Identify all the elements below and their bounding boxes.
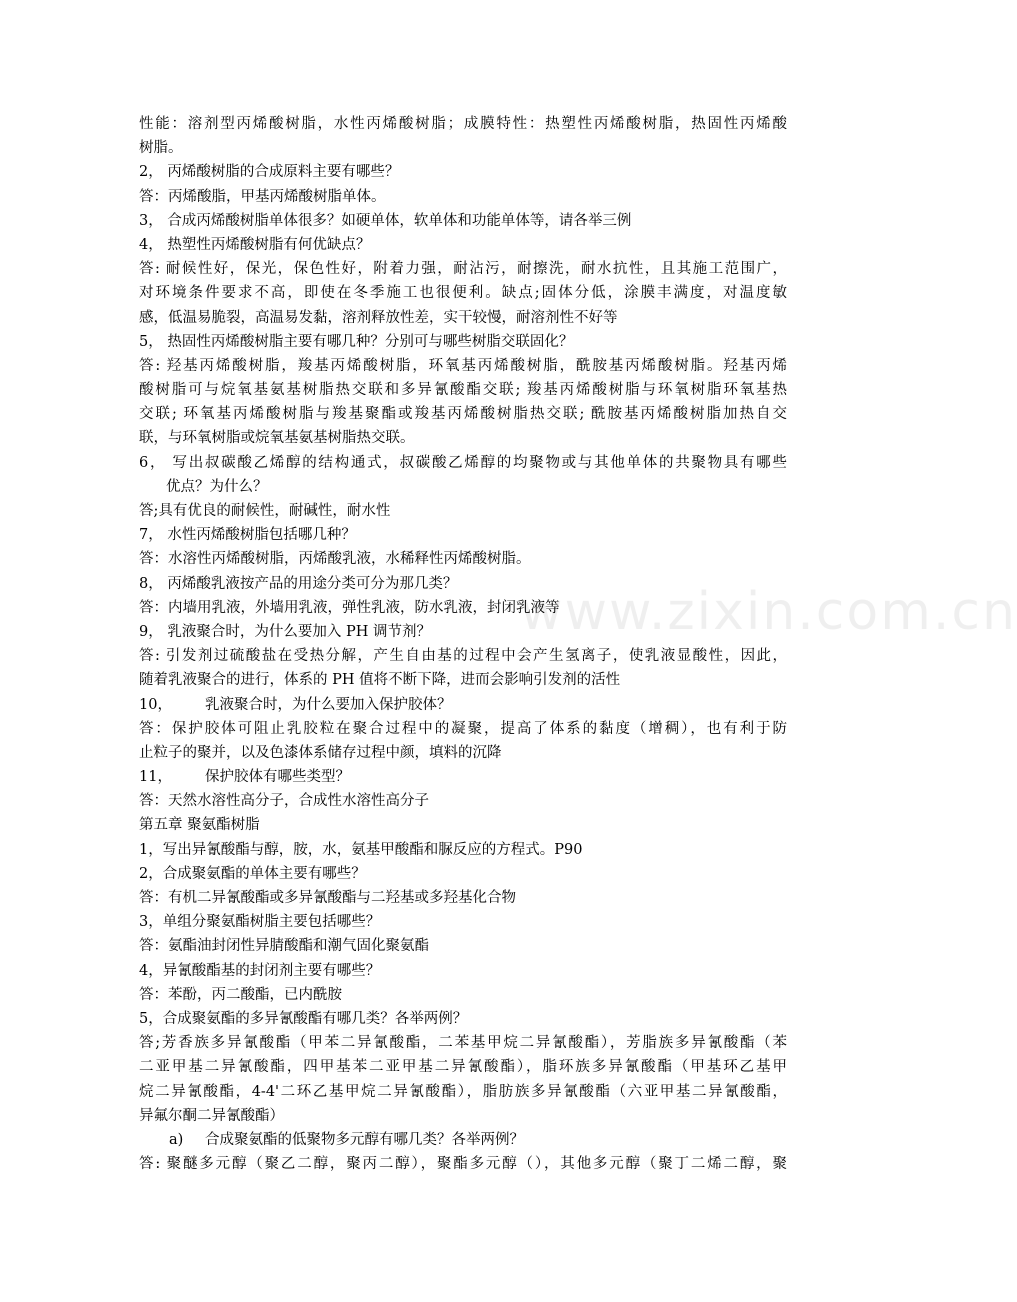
item-number: 11，: [139, 769, 172, 786]
text-line: [139, 475, 787, 499]
text-line: [139, 1031, 787, 1055]
line-text: 7， 水性丙烯酸树脂包括哪几种？: [139, 527, 356, 544]
line-text: 联，与环氧树脂或烷氧基氨基树脂热交联。: [139, 430, 415, 447]
text-line: [139, 717, 787, 741]
text-line: [139, 257, 787, 281]
line-text: 树脂。: [139, 140, 183, 157]
text-line: [139, 572, 787, 596]
line-text: 随着乳液聚合的进行，体系的 PH 值将不断下降，进而会影响引发剂的活性: [139, 672, 621, 689]
text-line: [139, 644, 787, 668]
line-text: 答：丙烯酸脂，甲基丙烯酸树脂单体。: [139, 188, 386, 205]
text-line: [139, 209, 787, 233]
text-line: [139, 402, 787, 426]
text-line: [139, 136, 787, 160]
line-text: 二亚甲基二异氰酸酯，四甲基苯二亚甲基二异氰酸酯），脂环族多异氰酸酯（甲基环乙基甲: [139, 1059, 787, 1076]
text-line: [139, 813, 787, 837]
line-text: 3，单组分聚氨酯树脂主要包括哪些？: [139, 914, 381, 931]
line-text: 烷二异氰酸酯，4-4'二环乙基甲烷二异氰酸酯），脂肪族多异氰酸酯（六亚甲基二异氰酸酯，: [139, 1083, 787, 1100]
text-line: [139, 693, 787, 717]
line-text: 优点？为什么？: [166, 478, 268, 495]
item-number: 10，: [139, 696, 172, 713]
text-line: [139, 886, 787, 910]
text-line: [139, 499, 787, 523]
line-text: 答：氨酯油封闭性异腈酸酯和潮气固化聚氨酯: [139, 938, 429, 955]
text-line: [139, 1055, 787, 1079]
line-text: 止粒子的聚并，以及色漆体系储存过程中颜，填料的沉降: [139, 744, 502, 761]
text-line: [139, 838, 787, 862]
text-line: [139, 281, 787, 305]
text-line: [139, 451, 787, 475]
line-text: 合成聚氨酯的低聚物多元醇有哪几类？各举两例？: [205, 1131, 524, 1148]
line-text: 答;芳香族多异氰酸酯（甲苯二异氰酸酯，二苯基甲烷二异氰酸酯），芳脂族多异氰酸酯（苯: [139, 1035, 787, 1052]
text-line: [139, 523, 787, 547]
list-marker: a): [169, 1131, 184, 1148]
line-text: 1，写出异氰酸酯与醇，胺，水，氨基甲酸酯和脲反应的方程式。P90: [139, 841, 583, 858]
line-text: 4， 热塑性丙烯酸树脂有何优缺点？: [139, 236, 371, 253]
line-text: 答：内墙用乳液，外墙用乳液，弹性乳液，防水乳液，封闭乳液等: [139, 599, 560, 616]
line-text: 答：有机二异氰酸酯或多异氰酸酯与二羟基或多羟基化合物: [139, 890, 516, 906]
document-body: [139, 112, 787, 1176]
text-line: [139, 185, 787, 209]
line-text: 答: 引发剂过硫酸盐在受热分解，产生自由基的过程中会产生氢离子，使乳液显酸性，因此，: [139, 648, 787, 665]
line-text: 对环境条件要求不高，即使在冬季施工也很便利。缺点;固体分低，涂膜丰满度，对温度敏: [139, 285, 787, 302]
line-text: 答：苯酚，丙二酸酯，已内酰胺: [139, 986, 342, 1003]
line-text: 答: 聚醚多元醇（聚乙二醇，聚丙二醇），聚酯多元醇（），其他多元醇（聚丁二烯二醇，聚: [139, 1156, 787, 1173]
line-text: 感，低温易脆裂，高温易发黏，溶剂释放性差，实干较慢，耐溶剂性不好等: [139, 309, 618, 326]
line-text: 3， 合成丙烯酸树脂单体很多？如硬单体，软单体和功能单体等，请各举三例: [139, 212, 632, 229]
line-text: 9， 乳液聚合时，为什么要加入 PH 调节剂？: [139, 623, 431, 640]
line-text: 异氟尔酮二异氰酸酯）: [139, 1107, 284, 1124]
line-text: 保护胶体有哪些类型？: [205, 769, 350, 786]
line-text: 性能：溶剂型丙烯酸树脂，水性丙烯酸树脂；成膜特性：热塑性丙烯酸树脂，热固性丙烯酸: [139, 116, 787, 132]
text-line: [139, 668, 787, 692]
text-line: [139, 1080, 787, 1104]
text-line: [139, 426, 787, 450]
text-line: [139, 862, 787, 886]
line-text: 2，合成聚氨酯的单体主要有哪些？: [139, 865, 366, 882]
line-text: 答: 羟基丙烯酸树脂，羧基丙烯酸树脂，环氧基丙烯酸树脂，酰胺基丙烯酸树脂。羟基丙烯: [139, 357, 787, 374]
line-text: 交联; 环氧基丙烯酸树脂与羧基聚酯或羧基丙烯酸树脂热交联; 酰胺基丙烯酸树脂加热自交: [139, 406, 787, 423]
text-line: [139, 354, 787, 378]
line-text: 答: 耐候性好，保光，保色性好，附着力强，耐沾污，耐擦洗，耐水抗性，且其施工范围广，: [139, 261, 787, 278]
line-text: 4，异氰酸酯基的封闭剂主要有哪些？: [139, 962, 381, 979]
text-line: [139, 306, 787, 330]
text-line: [139, 1152, 787, 1176]
watermark: www.zixin.com.cn: [520, 582, 1017, 642]
text-line: [139, 160, 787, 184]
text-line: [139, 330, 787, 354]
line-text: 乳液聚合时，为什么要加入保护胶体？: [205, 696, 452, 713]
line-text: 第五章 聚氨酯树脂: [139, 817, 260, 834]
text-line: [139, 112, 787, 136]
text-line: [139, 596, 787, 620]
text-line: [139, 1007, 787, 1031]
line-text: 答：水溶性丙烯酸树脂，丙烯酸乳液，水稀释性丙烯酸树脂。: [139, 551, 531, 568]
line-text: 酸树脂可与烷氧基氨基树脂热交联和多异氰酸酯交联; 羧基丙烯酸树脂与环氧树脂环氧基热: [139, 382, 787, 399]
text-line: [139, 983, 787, 1007]
text-line: [139, 233, 787, 257]
text-line: [139, 934, 787, 958]
text-line: [139, 789, 787, 813]
line-text: 答：保护胶体可阻止乳胶粒在聚合过程中的凝聚，提高了体系的黏度（增稠），也有利于防: [139, 720, 787, 737]
line-text: 答：天然水溶性高分子，合成性水溶性高分子: [139, 793, 429, 810]
line-text: 8， 丙烯酸乳液按产品的用途分类可分为那几类？: [139, 575, 458, 592]
text-line: [139, 620, 787, 644]
text-line: [139, 765, 787, 789]
text-line: [139, 741, 787, 765]
text-line: [139, 910, 787, 934]
line-text: 答;具有优良的耐候性，耐碱性，耐水性: [139, 503, 391, 519]
text-line: [139, 959, 787, 983]
line-text: 6， 写出叔碳酸乙烯醇的结构通式，叔碳酸乙烯醇的均聚物或与其他单体的共聚物具有哪些: [139, 454, 787, 471]
line-text: 2， 丙烯酸树脂的合成原料主要有哪些？: [139, 164, 400, 181]
line-text: 5， 热固性丙烯酸树脂主要有哪几种？分别可与哪些树脂交联固化？: [139, 333, 574, 350]
text-line: [139, 1104, 787, 1128]
text-line: [139, 1128, 787, 1152]
text-line: [139, 378, 787, 402]
text-line: [139, 547, 787, 571]
line-text: 5，合成聚氨酯的多异氰酸酯有哪几类？各举两例？: [139, 1010, 468, 1027]
